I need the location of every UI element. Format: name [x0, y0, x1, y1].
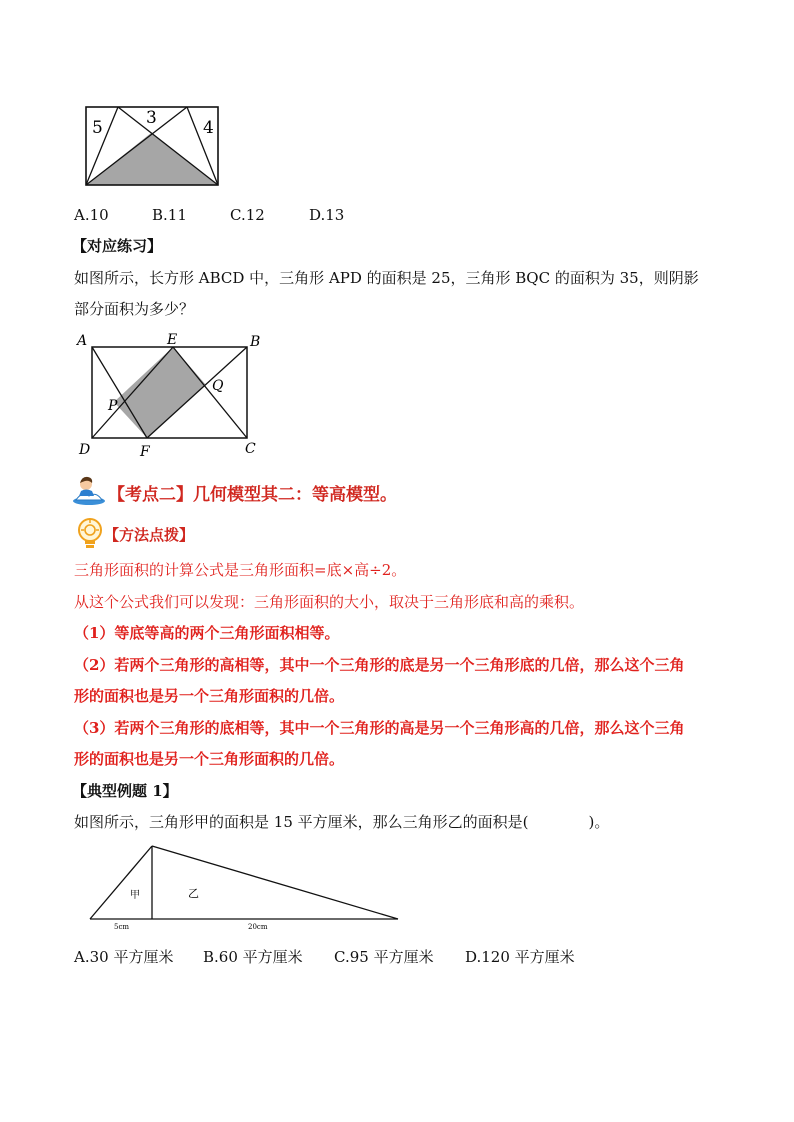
practice-text-line2: 部分面积为多少？: [74, 300, 195, 318]
q1-option-b: B.11: [152, 206, 187, 224]
label-d: D: [79, 442, 91, 458]
label-c: C: [245, 441, 256, 457]
figure-rectangle-triangles: [82, 104, 222, 188]
label-yi: 乙: [188, 887, 199, 900]
student-reading-icon: [72, 474, 106, 506]
example1-question: 如图所示，三角形甲的面积是 15 平方厘米，那么三角形乙的面积是( )。: [74, 813, 610, 831]
label-p: P: [108, 398, 118, 414]
label-b: B: [250, 334, 261, 350]
label-f: F: [140, 444, 150, 458]
method-line-5: 形的面积也是另一个三角形面积的几倍。: [74, 687, 345, 705]
example1-option-b: B.60 平方厘米: [203, 948, 303, 966]
method-line-7: 形的面积也是另一个三角形面积的几倍。: [74, 750, 345, 768]
practice-text-line1: 如图所示，长方形 ABCD 中，三角形 APD 的面积是 25，三角形 BQC 的面积为 35，则阴影: [74, 269, 699, 287]
q1-option-c: C.12: [230, 206, 265, 224]
q1-option-a: A.10: [74, 206, 109, 224]
fig1-label-3: 3: [146, 108, 157, 128]
label-20cm: 20cm: [248, 923, 268, 930]
figure-rectangle-abcd: [74, 330, 264, 458]
method-line-3: （1）等底等高的两个三角形面积相等。: [74, 624, 340, 642]
fig1-label-4: 4: [203, 118, 214, 138]
section2-title: 【考点二】几何模型其二：等高模型。: [108, 485, 397, 505]
example1-option-d: D.120 平方厘米: [465, 948, 575, 966]
method-title: 【方法点拨】: [104, 526, 195, 544]
shaded-triangle: [86, 133, 218, 185]
q1-option-d: D.13: [309, 206, 345, 224]
label-e: E: [167, 332, 178, 348]
label-jia: 甲: [130, 890, 140, 901]
label-a: A: [77, 333, 88, 349]
example1-heading: 【典型例题 1】: [72, 782, 178, 800]
figure-triangles-jia-yi: [86, 842, 402, 930]
label-5cm: 5cm: [114, 923, 130, 930]
example1-option-c: C.95 平方厘米: [334, 948, 434, 966]
lightbulb-icon: [76, 517, 104, 549]
method-line-2: 从这个公式我们可以发现：三角形面积的大小，取决于三角形底和高的乘积。: [74, 593, 585, 611]
method-line-4: （2）若两个三角形的高相等，其中一个三角形的底是另一个三角形底的几倍，那么这个三角: [74, 656, 685, 674]
method-line-6: （3）若两个三角形的底相等，其中一个三角形的高是另一个三角形高的几倍，那么这个三角: [74, 719, 685, 737]
fig1-label-5: 5: [92, 118, 103, 138]
practice-heading: 【对应练习】: [72, 237, 163, 255]
label-q: Q: [212, 378, 224, 394]
example1-option-a: A.30 平方厘米: [74, 948, 174, 966]
method-line-1: 三角形面积的计算公式是三角形面积=底×高÷2。: [74, 561, 407, 579]
